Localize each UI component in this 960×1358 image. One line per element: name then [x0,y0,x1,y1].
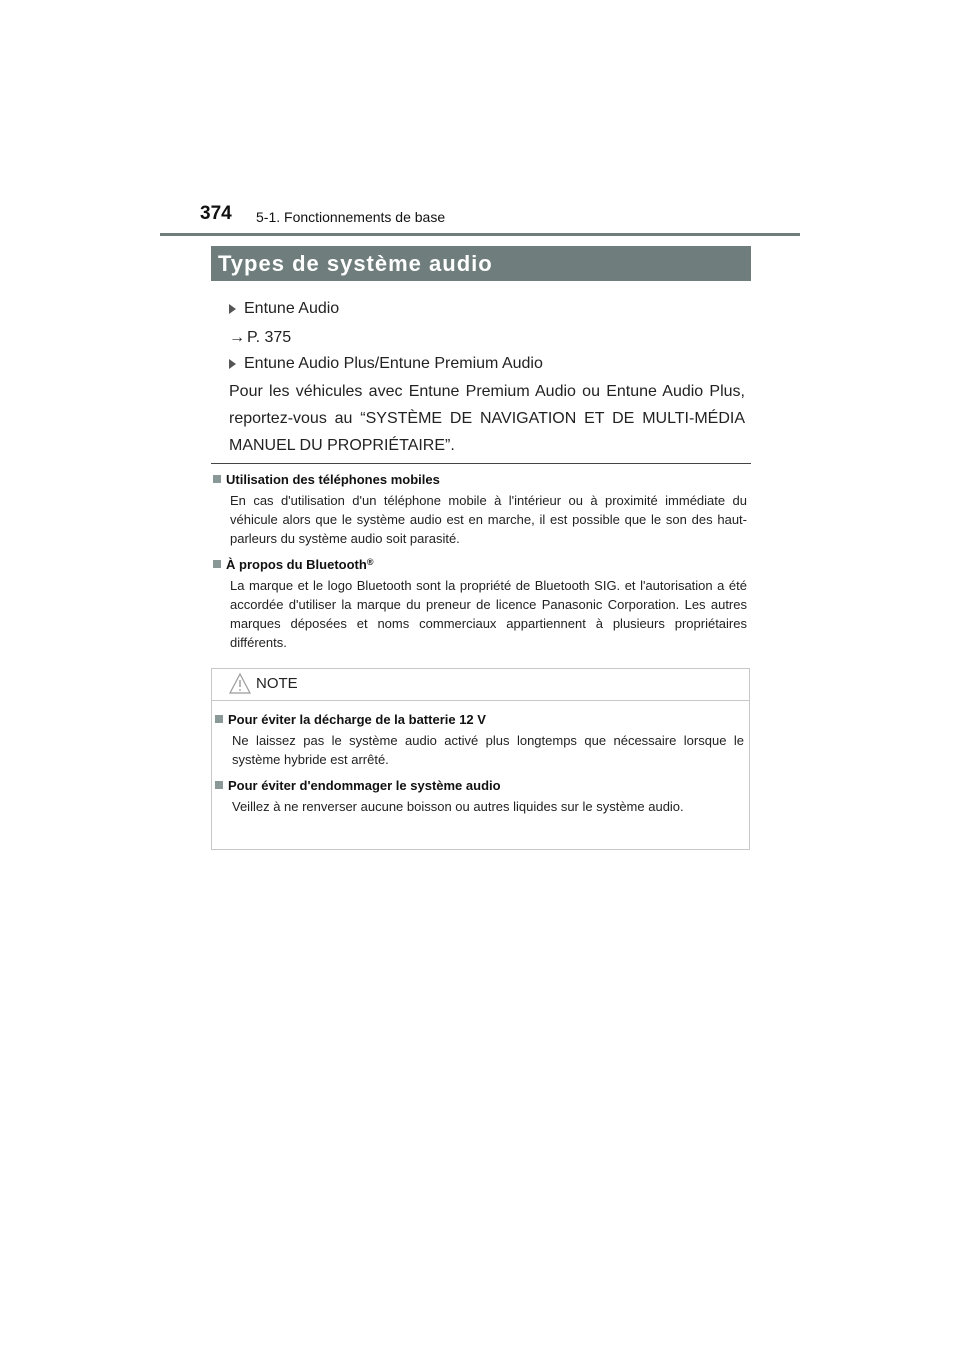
reference-label: P. 375 [247,329,292,346]
list-item-entune-premium [229,350,745,377]
note-title [213,557,747,572]
page-number: 374 [200,203,232,224]
square-bullet-icon [215,715,223,723]
square-bullet-icon [213,475,221,483]
note-audio-damage [215,778,744,816]
note-bluetooth [213,557,747,652]
triangle-bullet-icon [229,359,236,369]
note-mobile-phones [213,472,747,548]
note-battery [215,712,744,769]
note-title [213,472,747,487]
note-title-text: Pour éviter la décharge de la batterie 12 V [228,712,486,727]
registered-mark: ® [366,557,374,567]
section-title: Types de système audio [218,251,493,276]
list-item-entune-audio [229,295,745,322]
chapter-title: 5-1. Fonctionnements de base [256,209,446,225]
section-divider [211,463,751,464]
header-rule [160,233,800,236]
right-arrow-icon: → [229,329,245,346]
note-box [211,668,750,850]
note-title [215,712,744,727]
body-paragraph: Pour les véhicules avec Entune Premium Audio ou Entune Audio Plus, reportez-vous au “SYSTÈME DE NAVIGATION ET DE MULTI-MÉDIA MANUEL DU PROPRIÉTAIRE”. [229,383,745,454]
warning-triangle-icon [228,672,252,696]
note-text: La marque et le logo Bluetooth sont la propriété de Bluetooth SIG. et l'autorisation a été accordée d'utiliser la marque du preneur de licence Panasonic Corporation. Les autres marques déposées et noms commerciaux appartiennent à plusieurs propriétaires différents. [230,578,747,650]
note-box-header [212,669,749,701]
note-title-text: À propos du Bluetooth [226,557,367,572]
note-text: Veillez à ne renverser aucune boisson ou autres liquides sur le système audio. [232,799,684,814]
triangle-bullet-icon [229,304,236,314]
note-title [215,778,744,793]
note-text: Ne laissez pas le système audio activé plus longtemps que nécessaire lorsque le système hybride est arrêté. [232,733,744,767]
list-item-label: Entune Audio Plus/Entune Premium Audio [244,355,543,372]
note-title-text: Pour éviter d'endommager le système audio [228,778,501,793]
note-text: En cas d'utilisation d'un téléphone mobile à l'intérieur ou à proximité immédiate du véhicule alors que le système audio est en marche, il est possible que le son des haut-parleurs du système audio soit parasité. [230,493,747,546]
list-item-label: Entune Audio [244,300,340,317]
square-bullet-icon [213,560,221,568]
note-title-text: Utilisation des téléphones mobiles [226,472,440,487]
note-label: NOTE [256,675,298,692]
square-bullet-icon [215,781,223,789]
page-reference[interactable] [229,324,745,351]
